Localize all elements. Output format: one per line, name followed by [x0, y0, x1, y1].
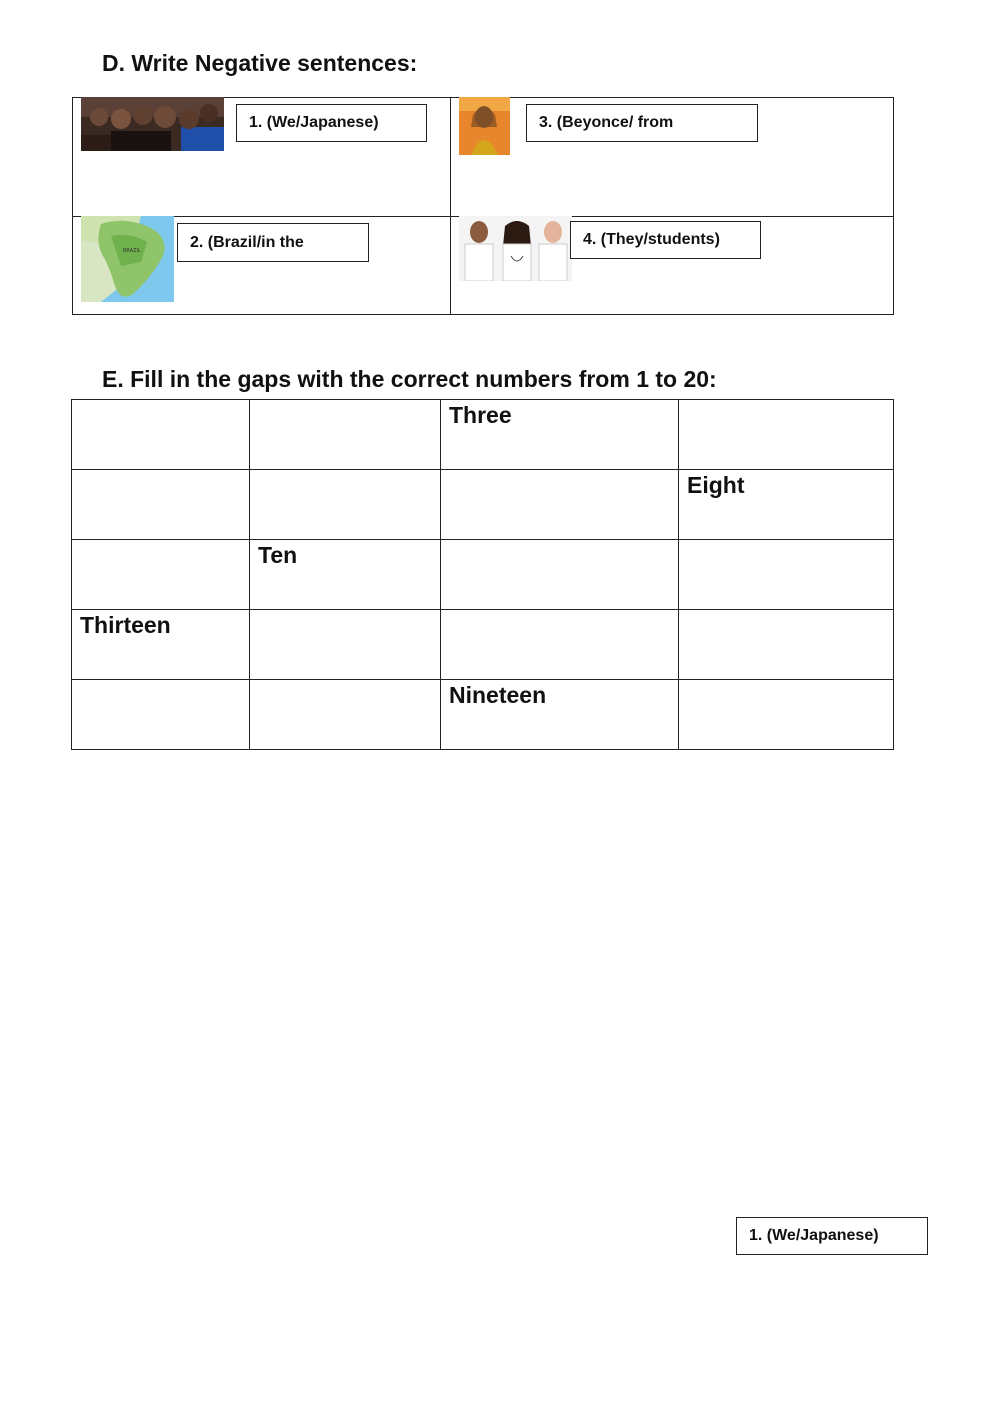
- table-row: [72, 470, 894, 540]
- table-row: [72, 540, 894, 610]
- table-cell[interactable]: [679, 400, 894, 470]
- table-cell[interactable]: Thirteen: [72, 610, 250, 680]
- brazil-map: [81, 216, 174, 302]
- beyonce-photo: [459, 97, 510, 155]
- group-of-women-photo: [81, 97, 224, 151]
- table-cell[interactable]: Three: [441, 400, 679, 470]
- prompt-3-box[interactable]: 3. (Beyonce/ from: [526, 104, 758, 142]
- table-cell[interactable]: Ten: [250, 540, 441, 610]
- table-row: [72, 400, 894, 470]
- table-cell[interactable]: [72, 400, 250, 470]
- svg-text:BRAZIL: BRAZIL: [123, 248, 141, 254]
- prompt-1-box[interactable]: 1. (We/Japanese): [236, 104, 427, 142]
- table-cell[interactable]: [441, 610, 679, 680]
- doctors-photo: [459, 216, 572, 281]
- table-cell[interactable]: [441, 540, 679, 610]
- section-d-heading: D. Write Negative sentences:: [102, 50, 418, 76]
- table-cell[interactable]: [72, 680, 250, 750]
- table-cell[interactable]: [72, 470, 250, 540]
- table-cell[interactable]: [250, 610, 441, 680]
- prompt-4-box[interactable]: 4. (They/students): [570, 221, 761, 259]
- table-cell[interactable]: [679, 610, 894, 680]
- numbers-table: [71, 399, 894, 750]
- table-cell[interactable]: Eight: [679, 470, 894, 540]
- table-cell[interactable]: Nineteen: [441, 680, 679, 750]
- table-cell[interactable]: [679, 540, 894, 610]
- table-cell[interactable]: [679, 680, 894, 750]
- section-e-heading: E. Fill in the gaps with the correct numbers from 1 to 20:: [102, 366, 717, 392]
- draggable-answer-label[interactable]: 1. (We/Japanese): [736, 1217, 928, 1255]
- grid-divider-vertical: [450, 97, 451, 315]
- table-cell[interactable]: [250, 680, 441, 750]
- table-row: [72, 610, 894, 680]
- table-row: [72, 680, 894, 750]
- table-cell[interactable]: [250, 400, 441, 470]
- table-cell[interactable]: [441, 470, 679, 540]
- table-cell[interactable]: [72, 540, 250, 610]
- prompt-2-box[interactable]: 2. (Brazil/in the: [177, 223, 369, 262]
- table-cell[interactable]: [250, 470, 441, 540]
